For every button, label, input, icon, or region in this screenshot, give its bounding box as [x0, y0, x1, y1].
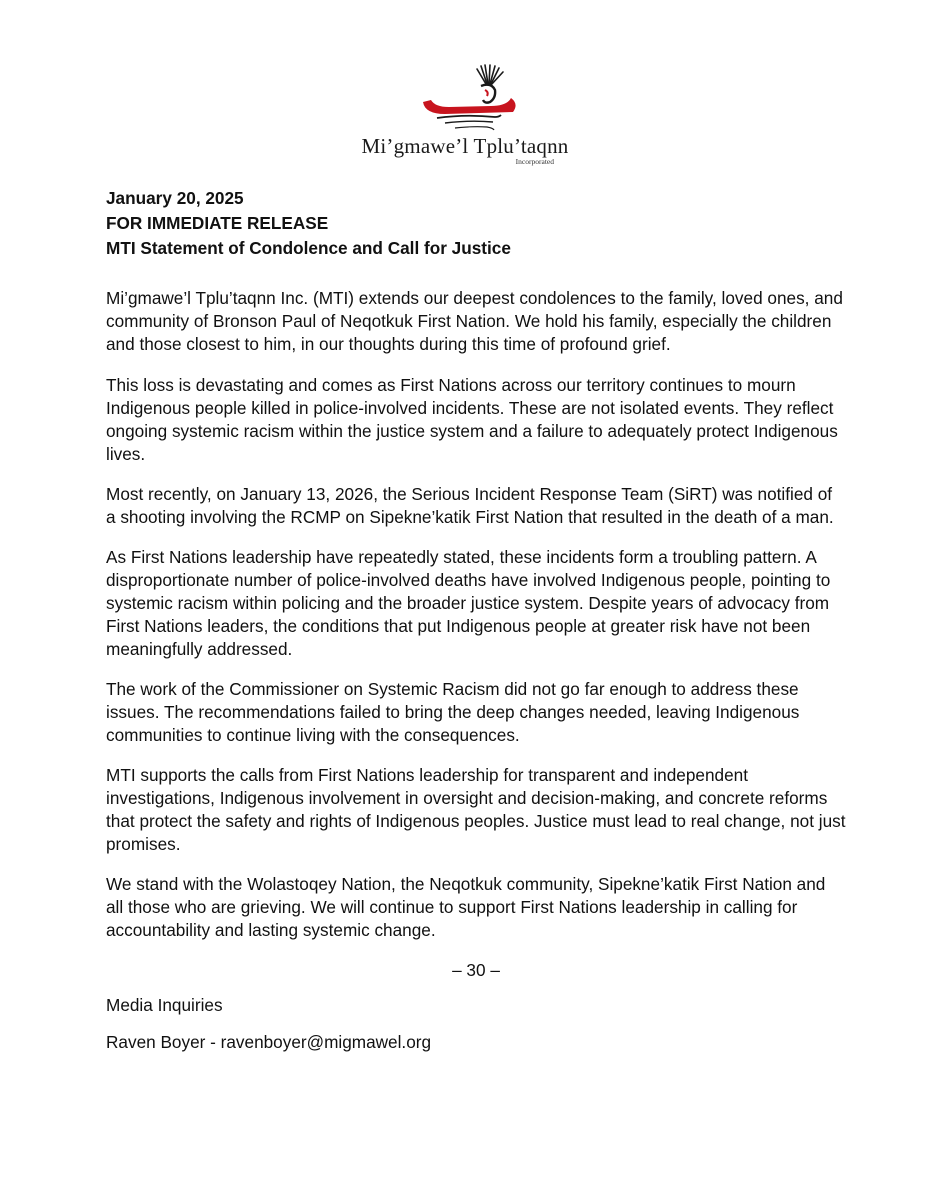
- release-header: [106, 186, 511, 261]
- media-contact: Raven Boyer - ravenboyer@migmawel.org: [106, 1032, 432, 1052]
- release-type: FOR IMMEDIATE RELEASE: [106, 213, 329, 233]
- logo-emblem-icon: [395, 62, 535, 134]
- media-inquiries-heading: Media Inquiries: [106, 995, 223, 1015]
- paragraph-loss: This loss is devastating and comes as First Nations across our territory continues to mourn Indigenous people killed in police-involved incidents. These are not isolated events. They reflect ongoing systemic racism within the justice system and a failure to adequately protect Indigenous lives.: [106, 375, 838, 464]
- organization-logo: [360, 62, 570, 164]
- paragraph-recent-incident: Most recently, on January 13, 2026, the Serious Incident Response Team (SiRT) was notified of a shooting involving the RCMP on Sipekne’katik First Nation that resulted in the death of a man.: [106, 484, 834, 527]
- logo-wordmark: Mi’gmawe’l Tplu’taqnn: [361, 134, 569, 158]
- paragraph-pattern: As First Nations leadership have repeatedly stated, these incidents form a troubling pattern. A disproportionate number of police-involved deaths have involved Indigenous people, pointing to systemic racism within policing and the broader justice system. Despite years of advocacy from First Nations leaders, the conditions that put Indigenous people at greater risk have not been meaningfully addressed.: [106, 547, 831, 659]
- release-title: MTI Statement of Condolence and Call for Justice: [106, 238, 511, 258]
- end-mark: – 30 –: [452, 960, 500, 980]
- release-date: January 20, 2025: [106, 188, 244, 208]
- paragraph-commissioner: The work of the Commissioner on Systemic Racism did not go far enough to address these issues. The recommendations failed to bring the deep changes needed, leaving Indigenous communities to continue living with the consequences.: [106, 679, 800, 745]
- statement-body: [106, 287, 846, 1068]
- paragraph-solidarity: We stand with the Wolastoqey Nation, the Neqotkuk community, Sipekne’katik First Nation and all those who are grieving. We will continue to support First Nations leadership in calling for accountability and lasting systemic change.: [106, 874, 826, 940]
- logo-subtitle: Incorporated: [515, 157, 554, 166]
- paragraph-condolences: Mi’gmawe’l Tplu’taqnn Inc. (MTI) extends our deepest condolences to the family, loved ones, and community of Bronson Paul of Neqotkuk First Nation. We hold his family, especially the children and those closest to him, in our thoughts during this time of profound grief.: [106, 288, 843, 354]
- paragraph-calls: MTI supports the calls from First Nations leadership for transparent and independent investigations, Indigenous involvement in oversight and decision-making, and concrete reforms that protect the safety and rights of Indigenous peoples. Justice must lead to real change, not just promises.: [106, 765, 846, 854]
